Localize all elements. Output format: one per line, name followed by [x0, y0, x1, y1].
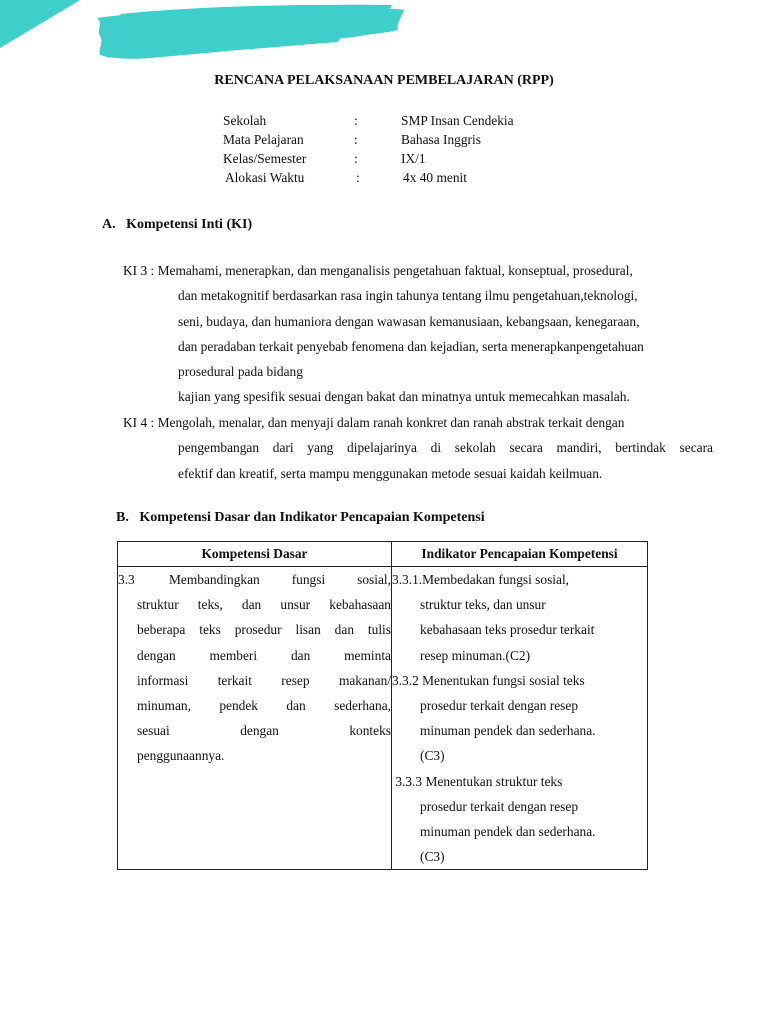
info-value-class: IX/1 — [401, 151, 426, 166]
ki3-line: seni, budaya, dan humaniora dengan wawasan kemanusiaan, kebangsaan, kenegaraan, — [178, 313, 640, 329]
table-header-kd: Kompetensi Dasar — [118, 542, 392, 567]
info-colon: : — [354, 151, 358, 166]
document-title: RENCANA PELAKSANAAN PEMBELAJARAN (RPP) — [214, 73, 554, 88]
info-value-subject: Bahasa Inggris — [401, 132, 481, 147]
info-colon: : — [356, 170, 360, 185]
corner-triangle — [0, 0, 80, 48]
kd-line: informasi terkait resep makanan/ — [137, 672, 391, 688]
indicator-line: prosedur terkait dengan resep — [420, 698, 579, 714]
info-colon: : — [354, 132, 358, 147]
kd-number: 3.3 — [118, 572, 135, 587]
info-value-school: SMP Insan Cendekia — [401, 113, 514, 128]
ki4-line: pengembangan dari yang dipelajarinya di sekolah secara mandiri, bertindak secara — [178, 440, 713, 456]
kd-line: struktur teks, dan unsur kebahasaan — [137, 597, 391, 613]
info-label-subject: Mata Pelajaran — [223, 132, 304, 147]
indicator-line: (C3) — [420, 748, 445, 764]
ki4-line: KI 4 : Mengolah, menalar, dan menyaji dalam ranah konkret dan ranah abstrak terkait dengan — [123, 415, 625, 430]
teal-brush-decoration — [0, 0, 768, 70]
ki3-line: KI 3 : Memahami, menerapkan, dan menganalisis pengetahuan faktual, konseptual, prosedural, — [123, 263, 633, 278]
indicator-cell — [392, 567, 648, 870]
section-a-heading: A. Kompetensi Inti (KI) — [102, 217, 253, 232]
competency-table — [117, 541, 648, 870]
kd-line: dengan memberi dan meminta — [137, 647, 391, 663]
ki4-paragraph — [123, 410, 713, 486]
info-label-school: Sekolah — [223, 113, 267, 128]
kd-line: penggunaannya. — [137, 748, 225, 764]
section-b-heading: B. Kompetensi Dasar dan Indikator Pencapaian Kompetensi — [116, 510, 485, 525]
ki3-line: kajian yang spesifik sesuai dengan bakat dan minatnya untuk memecahkan masalah. — [178, 389, 630, 405]
indicator-line: kebahasaan teks prosedur terkait — [420, 622, 595, 638]
indicator-title: 3.3.3 Menentukan struktur teks — [392, 773, 563, 789]
kd-line: sesuai dengan konteks — [137, 723, 391, 739]
indicator-line: minuman pendek dan sederhana. — [420, 824, 596, 840]
info-colon: : — [354, 113, 358, 128]
ki3-line: dan metakognitif berdasarkan rasa ingin tahunya tentang ilmu pengetahuan,teknologi, — [178, 288, 638, 304]
indicator-line: (C3) — [420, 849, 445, 865]
info-value-time: 4x 40 menit — [403, 170, 467, 185]
indicator-line: struktur teks, dan unsur — [420, 597, 546, 613]
kd-cell — [118, 567, 392, 870]
indicator-title: 3.3.2 Menentukan fungsi sosial teks — [392, 672, 585, 688]
table-header-ipk: Indikator Pencapaian Kompetensi — [392, 542, 648, 567]
indicator-line: prosedur terkait dengan resep — [420, 798, 579, 814]
ki3-line: prosedural pada bidang — [178, 364, 303, 380]
indicator-line: minuman pendek dan sederhana. — [420, 723, 596, 739]
kd-line — [118, 567, 391, 592]
info-label-time: Alokasi Waktu — [225, 170, 305, 185]
table-row — [118, 567, 648, 870]
kd-line: minuman, pendek dan sederhana, — [137, 697, 391, 713]
info-label-class: Kelas/Semester — [223, 151, 307, 166]
indicator-title: 3.3.1.Membedakan fungsi sosial, — [392, 572, 570, 587]
ki3-paragraph — [123, 258, 713, 410]
ki3-line: dan peradaban terkait penyebab fenomena dan kejadian, serta menerapkanpengetahuan — [178, 338, 644, 354]
ki4-line: efektif dan kreatif, serta mampu menggunakan metode sesuai kaidah keilmuan. — [178, 465, 603, 481]
indicator-line: resep minuman.(C2) — [420, 647, 531, 663]
kd-text: Membandingkan fungsi sosial, — [168, 572, 391, 587]
kd-line: beberapa teks prosedur lisan dan tulis — [137, 622, 391, 638]
